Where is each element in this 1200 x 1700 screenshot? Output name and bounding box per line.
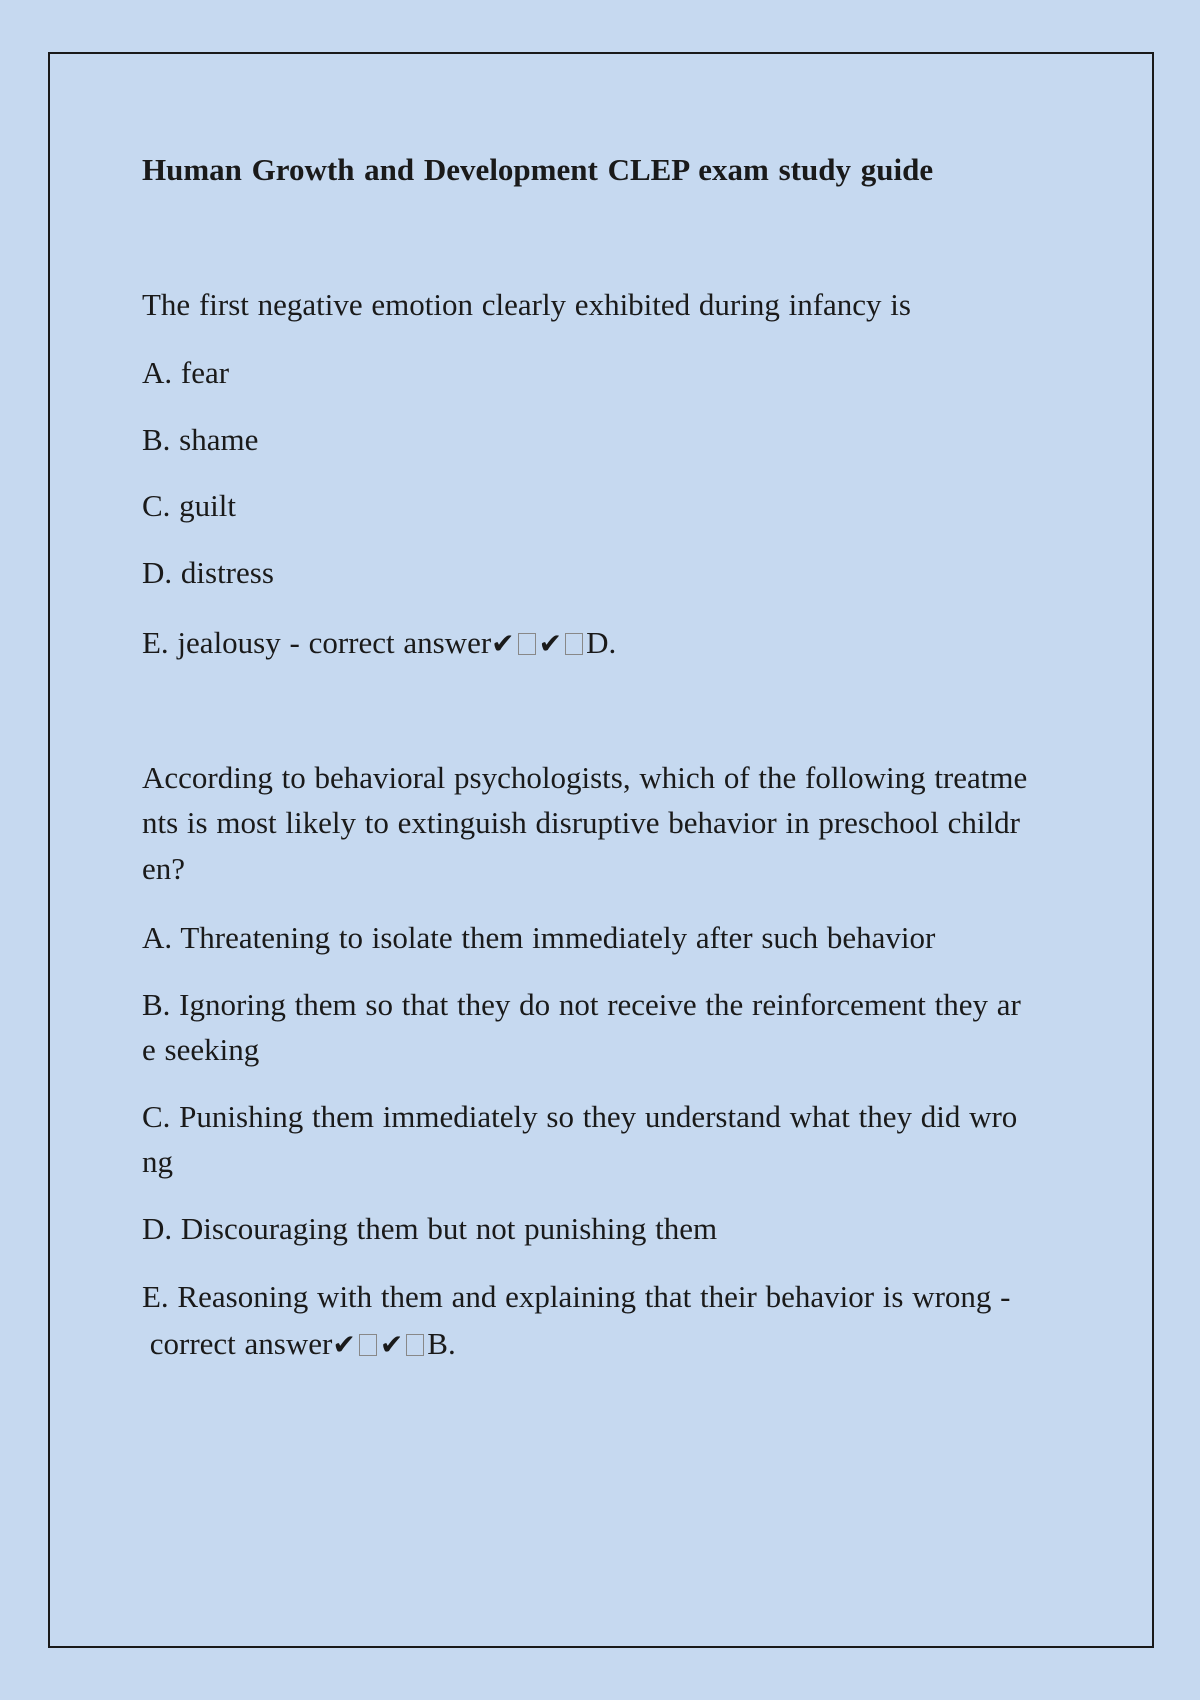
missing-glyph-box-icon [565, 633, 583, 655]
question-1-option-a: A. fear [142, 355, 230, 390]
missing-glyph-box-icon [359, 1334, 377, 1356]
check-icon: ✔ [332, 1328, 356, 1361]
question-2-option-a: A. Threatening to isolate them immediately after such behavior [142, 920, 936, 955]
check-icon: ✔ [538, 627, 563, 660]
question-2-option-e-text: correct answer [142, 1326, 333, 1361]
missing-glyph-box-icon [406, 1334, 424, 1356]
question-1-option-c: C. guilt [142, 488, 237, 523]
question-1-option-d: D. distress [142, 555, 274, 590]
question-2-option-d: D. Discouraging them but not punishing them [142, 1211, 718, 1246]
question-1-option-e-text: E. jealousy - correct answer [142, 625, 492, 660]
question-2-option-c-line-2: ng [142, 1144, 173, 1179]
question-2-option-e-line-1: E. Reasoning with them and explaining that their behavior is wrong - [142, 1279, 1011, 1314]
question-2-answer: B. [427, 1326, 456, 1361]
missing-glyph-box-icon [518, 633, 536, 655]
question-2-prompt-line-3: en? [142, 851, 186, 886]
question-2-option-b-line-2: e seeking [142, 1032, 260, 1067]
question-2-option-b-line-1: B. Ignoring them so that they do not receive the reinforcement they ar [142, 987, 1021, 1022]
question-1-option-b: B. shame [142, 422, 259, 457]
document-title: Human Growth and Development CLEP exam study guide [142, 152, 934, 187]
question-2-prompt-line-1: According to behavioral psychologists, which of the following treatme [142, 760, 1028, 795]
check-icon: ✔ [379, 1328, 404, 1361]
check-icon: ✔ [491, 627, 515, 660]
question-2-prompt-line-2: nts is most likely to extinguish disruptive behavior in preschool childr [142, 805, 1020, 840]
question-2-option-c-line-1: C. Punishing them immediately so they understand what they did wro [142, 1099, 1018, 1134]
question-2-option-e-line-2 [142, 1326, 456, 1362]
question-1-option-e [142, 625, 616, 661]
question-1-prompt: The first negative emotion clearly exhibited during infancy is [142, 287, 911, 322]
question-1-answer: D. [586, 625, 617, 660]
